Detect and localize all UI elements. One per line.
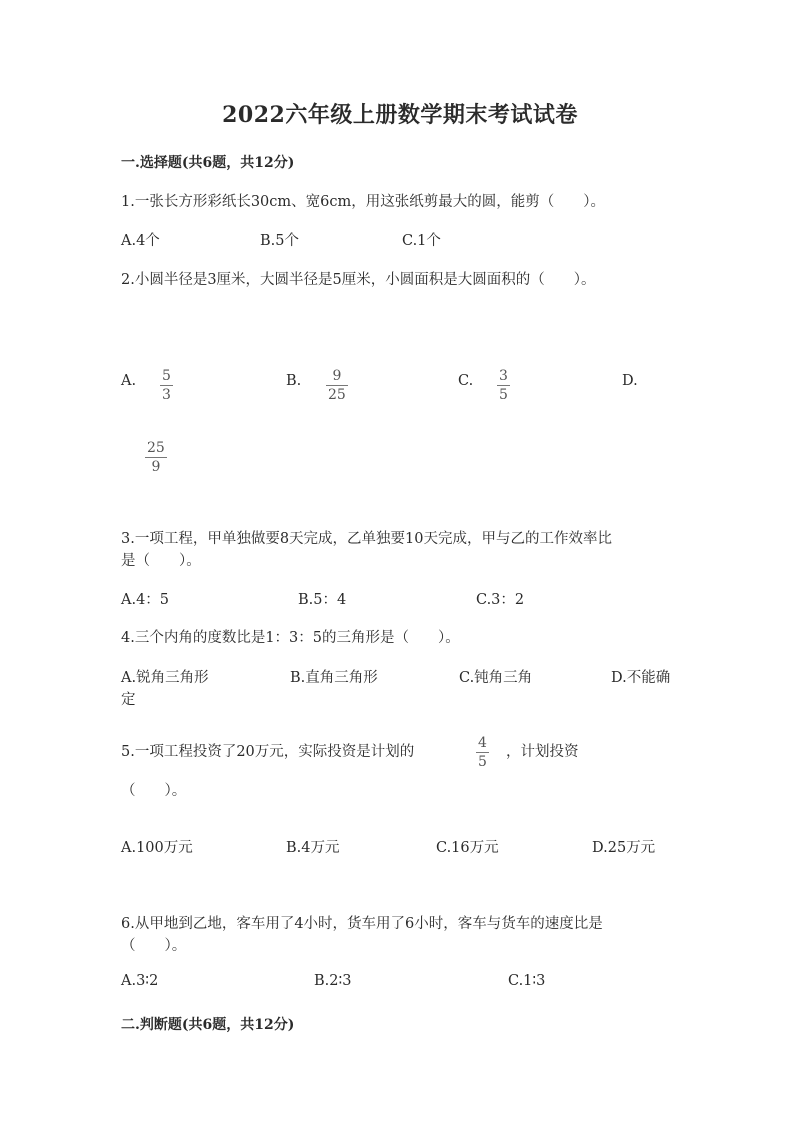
question-1-text: 1.一张长方形彩纸长30cm、宽6cm，用这张纸剪最大的圆，能剪（ ）。 xyxy=(121,194,605,210)
question-2-option-a-fraction xyxy=(160,369,173,402)
question-6-option-b: B.2∶3 xyxy=(314,973,352,989)
question-2-option-a-label: A. xyxy=(121,373,137,389)
fraction-denominator: 5 xyxy=(478,754,487,770)
question-2-option-d-fraction xyxy=(145,441,167,474)
question-3-option-b: B.5：4 xyxy=(298,592,347,608)
question-3-option-c: C.3：2 xyxy=(476,592,525,608)
question-2-option-b-label: B. xyxy=(286,373,302,389)
question-5-text-continued: ，计划投资 xyxy=(506,744,579,760)
question-1-option-b: B.5个 xyxy=(260,233,299,249)
fraction-numerator: 5 xyxy=(162,368,171,384)
question-5-option-a: A.100万元 xyxy=(121,840,193,856)
question-4-option-b: B.直角三角形 xyxy=(290,670,378,686)
fraction-denominator: 5 xyxy=(499,387,508,403)
question-3-text-line1: 3.一项工程，甲单独做要8天完成，乙单独要10天完成，甲与乙的工作效率比 xyxy=(121,531,613,547)
question-6-option-a: A.3∶2 xyxy=(121,973,159,989)
question-3-option-a: A.4：5 xyxy=(121,592,170,608)
section-heading-choice: 一.选择题(共6题，共12分) xyxy=(121,155,295,171)
fraction-numerator: 25 xyxy=(147,440,165,456)
question-6-text-line1: 6.从甲地到乙地，客车用了4小时，货车用了6小时，客车与货车的速度比是 xyxy=(121,916,603,932)
fraction-numerator: 9 xyxy=(332,368,342,384)
question-2-option-d-label: D. xyxy=(622,373,638,389)
fraction-numerator: 4 xyxy=(478,735,487,751)
question-1-option-a: A.4个 xyxy=(121,233,160,249)
question-2-option-b-fraction xyxy=(326,369,348,402)
fraction-denominator: 9 xyxy=(151,459,161,475)
page-title: 2022六年级上册数学期末考试试卷 xyxy=(222,102,578,128)
question-5-option-c: C.16万元 xyxy=(436,840,499,856)
question-4-option-c: C.钝角三角 xyxy=(459,670,533,686)
fraction-denominator: 3 xyxy=(162,387,171,403)
question-2-text: 2.小圆半径是3厘米，大圆半径是5厘米，小圆面积是大圆面积的（ ）。 xyxy=(121,272,596,288)
question-5-text-line2: （ ）。 xyxy=(121,783,187,799)
question-3-text-line2: 是（ ）。 xyxy=(121,553,201,569)
question-5-option-b: B.4万元 xyxy=(286,840,340,856)
question-4-option-d-continued: 定 xyxy=(121,692,136,708)
question-4-option-d: D.不能确 xyxy=(611,670,671,686)
fraction-numerator: 3 xyxy=(499,368,508,384)
question-4-option-a: A.锐角三角形 xyxy=(121,670,209,686)
question-6-text-line2: （ ）。 xyxy=(121,938,187,954)
question-6-option-c: C.1∶3 xyxy=(508,973,546,989)
question-5-option-d: D.25万元 xyxy=(592,840,656,856)
question-1-option-c: C.1个 xyxy=(402,233,441,249)
question-4-text: 4.三个内角的度数比是1：3：5的三角形是（ ）。 xyxy=(121,630,460,646)
section-heading-judgment: 二.判断题(共6题，共12分) xyxy=(121,1017,295,1033)
fraction-denominator: 25 xyxy=(328,387,346,403)
question-5-fraction xyxy=(476,736,489,769)
question-5-text: 5.一项工程投资了20万元，实际投资是计划的 xyxy=(121,744,415,760)
question-2-option-c-fraction xyxy=(497,369,510,402)
question-2-option-c-label: C. xyxy=(458,373,474,389)
